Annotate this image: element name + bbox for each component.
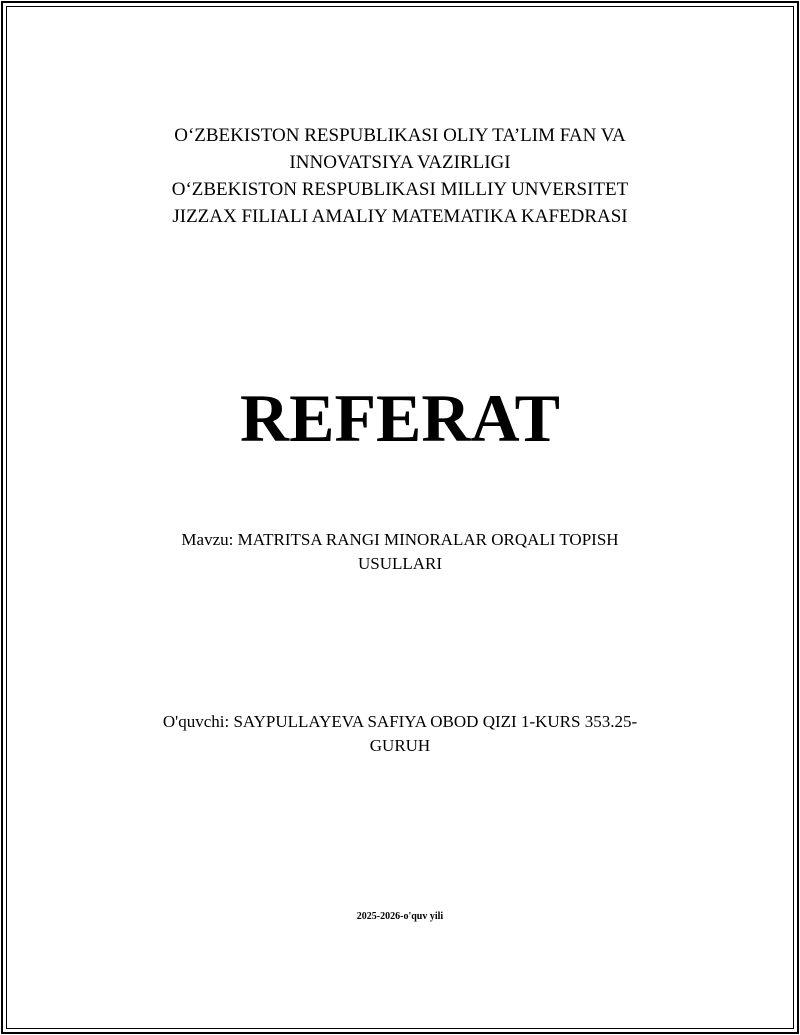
student-line: O'quvchi: SAYPULLAYEVA SAFIYA OBOD QIZI 1-KURS 353.25- bbox=[162, 712, 638, 731]
institution-header bbox=[0, 122, 800, 230]
topic-line: USULLARI bbox=[357, 554, 443, 573]
topic-block bbox=[0, 528, 800, 576]
header-line: O‘ZBEKISTON RESPUBLIKASI OLIY TA’LIM FAN VA bbox=[174, 125, 626, 146]
header-line: O‘ZBEKISTON RESPUBLIKASI MILLIY UNVERSITET bbox=[171, 179, 629, 200]
document-title: REFERAT bbox=[240, 380, 560, 456]
topic-line: Mavzu: MATRITSA RANGI MINORALAR ORQALI TOPISH bbox=[181, 530, 619, 549]
student-line: GURUH bbox=[369, 736, 431, 755]
header-line: JIZZAX FILIALI AMALIY MATEMATIKA KAFEDRASI bbox=[172, 206, 628, 227]
academic-year: 2025-2026-o'quv yili bbox=[356, 911, 444, 922]
student-block bbox=[0, 710, 800, 758]
header-line: INNOVATSIYA VAZIRLIGI bbox=[289, 152, 511, 173]
